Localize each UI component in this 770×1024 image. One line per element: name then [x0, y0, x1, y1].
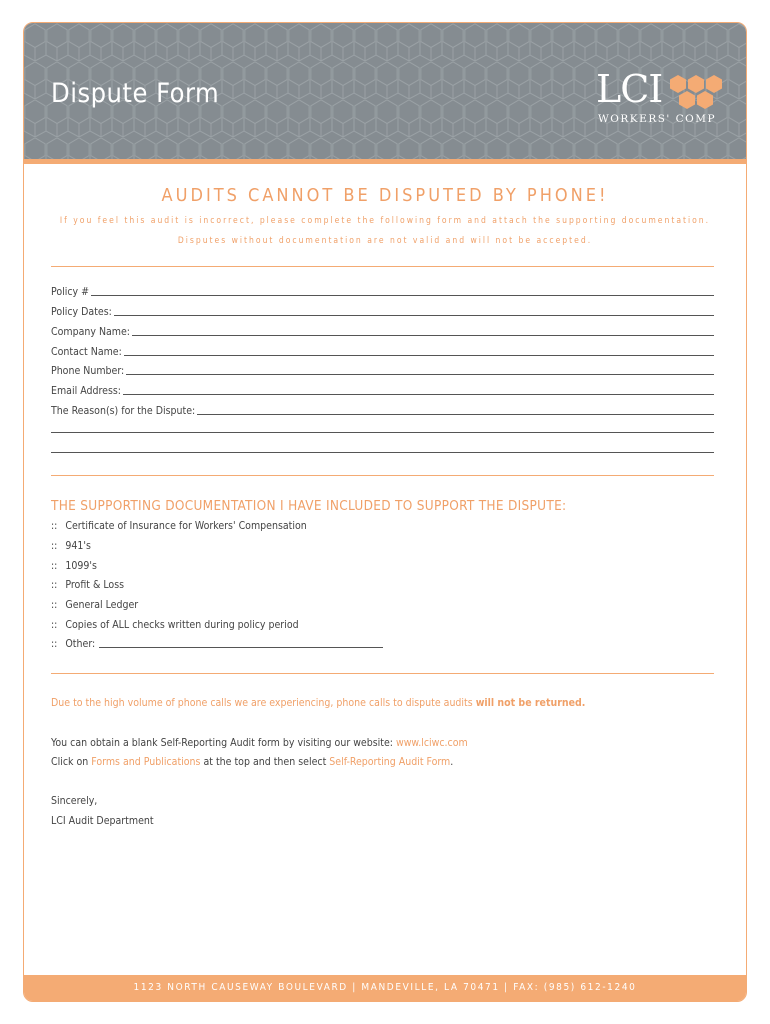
field-label: Company Name:: [51, 326, 130, 338]
logo-text: LCI: [596, 67, 663, 111]
policy-number-field[interactable]: [51, 284, 714, 298]
company-name-field[interactable]: [51, 324, 714, 338]
doc-item-941: :: 941's: [51, 540, 91, 552]
field-line[interactable]: [197, 413, 714, 415]
documentation-section-title: THE SUPPORTING DOCUMENTATION I HAVE INCLUDED TO SUPPORT THE DISPUTE:: [51, 498, 567, 514]
dispute-reason-line-2[interactable]: [51, 432, 714, 433]
dispute-form-page: [23, 22, 747, 1002]
other-input-line[interactable]: [99, 647, 383, 648]
policy-dates-field[interactable]: [51, 304, 714, 318]
dispute-reason-field[interactable]: [51, 403, 714, 417]
website-info-line-2: Click on Forms and Publications at the top and then select Self-Reporting Audit Form.: [51, 756, 454, 768]
honeycomb-logo-icon: [668, 73, 724, 113]
divider: [51, 475, 714, 476]
self-reporting-audit-form-link[interactable]: Self-Reporting Audit Form: [329, 756, 451, 768]
notice-line-1: If you feel this audit is incorrect, please complete the following form and attach the supporting documentation.: [59, 216, 711, 226]
field-line[interactable]: [126, 373, 714, 375]
dispute-reason-line-3[interactable]: [51, 452, 714, 453]
doc-item-certificate: :: Certificate of Insurance for Workers' Compensation: [51, 520, 307, 532]
field-label: Contact Name:: [51, 346, 122, 358]
footer-address: 1123 NORTH CAUSEWAY BOULEVARD | MANDEVILLE, LA 70471 | FAX: (985) 612-1240: [24, 975, 746, 1001]
field-label: Policy Dates:: [51, 306, 112, 318]
phone-number-field[interactable]: [51, 363, 714, 377]
field-line[interactable]: [91, 294, 714, 296]
bullet: ::: [51, 579, 58, 591]
field-label: Email Address:: [51, 385, 121, 397]
contact-name-field[interactable]: [51, 344, 714, 358]
doc-item-checks: :: Copies of ALL checks written during policy period: [51, 619, 299, 631]
field-label: The Reason(s) for the Dispute:: [51, 405, 196, 417]
field-line[interactable]: [123, 393, 714, 395]
closing-salutation: Sincerely,: [51, 795, 98, 807]
bullet: ::: [51, 560, 58, 572]
field-line[interactable]: [114, 314, 714, 316]
field-label: Phone Number:: [51, 365, 125, 377]
doc-item-other: :: Other:: [51, 638, 383, 650]
field-label: Policy #: [51, 286, 90, 298]
phone-notice: Due to the high volume of phone calls we are experiencing, phone calls to dispute audits will not be returned.: [51, 697, 586, 709]
bullet: ::: [51, 520, 58, 532]
bullet: ::: [51, 540, 58, 552]
website-info-line-1: You can obtain a blank Self-Reporting Audit form by visiting our website: www.lciwc.com: [51, 737, 468, 749]
header-accent-stripe: [24, 159, 746, 164]
logo-subtext: WORKERS' COMP: [598, 113, 717, 125]
website-link[interactable]: www.lciwc.com: [395, 737, 468, 749]
email-address-field[interactable]: [51, 383, 714, 397]
company-logo: [596, 67, 724, 129]
bullet: ::: [51, 599, 58, 611]
bullet: ::: [51, 638, 58, 650]
page-title: Dispute Form: [51, 78, 220, 109]
closing-signature: LCI Audit Department: [51, 815, 154, 827]
doc-item-profit-loss: :: Profit & Loss: [51, 579, 125, 591]
divider: [51, 673, 714, 674]
notice-line-2: Disputes without documentation are not valid and will not be accepted.: [177, 236, 593, 246]
phone-notice-emphasis: will not be returned.: [475, 697, 586, 709]
doc-item-1099: :: 1099's: [51, 560, 97, 572]
doc-item-general-ledger: :: General Ledger: [51, 599, 139, 611]
forms-publications-link[interactable]: Forms and Publications: [91, 756, 201, 768]
field-line[interactable]: [124, 354, 714, 356]
field-line[interactable]: [132, 334, 714, 336]
bullet: ::: [51, 619, 58, 631]
header-banner: [24, 23, 746, 159]
divider: [51, 266, 714, 267]
notice-headline: AUDITS CANNOT BE DISPUTED BY PHONE!: [161, 185, 609, 206]
